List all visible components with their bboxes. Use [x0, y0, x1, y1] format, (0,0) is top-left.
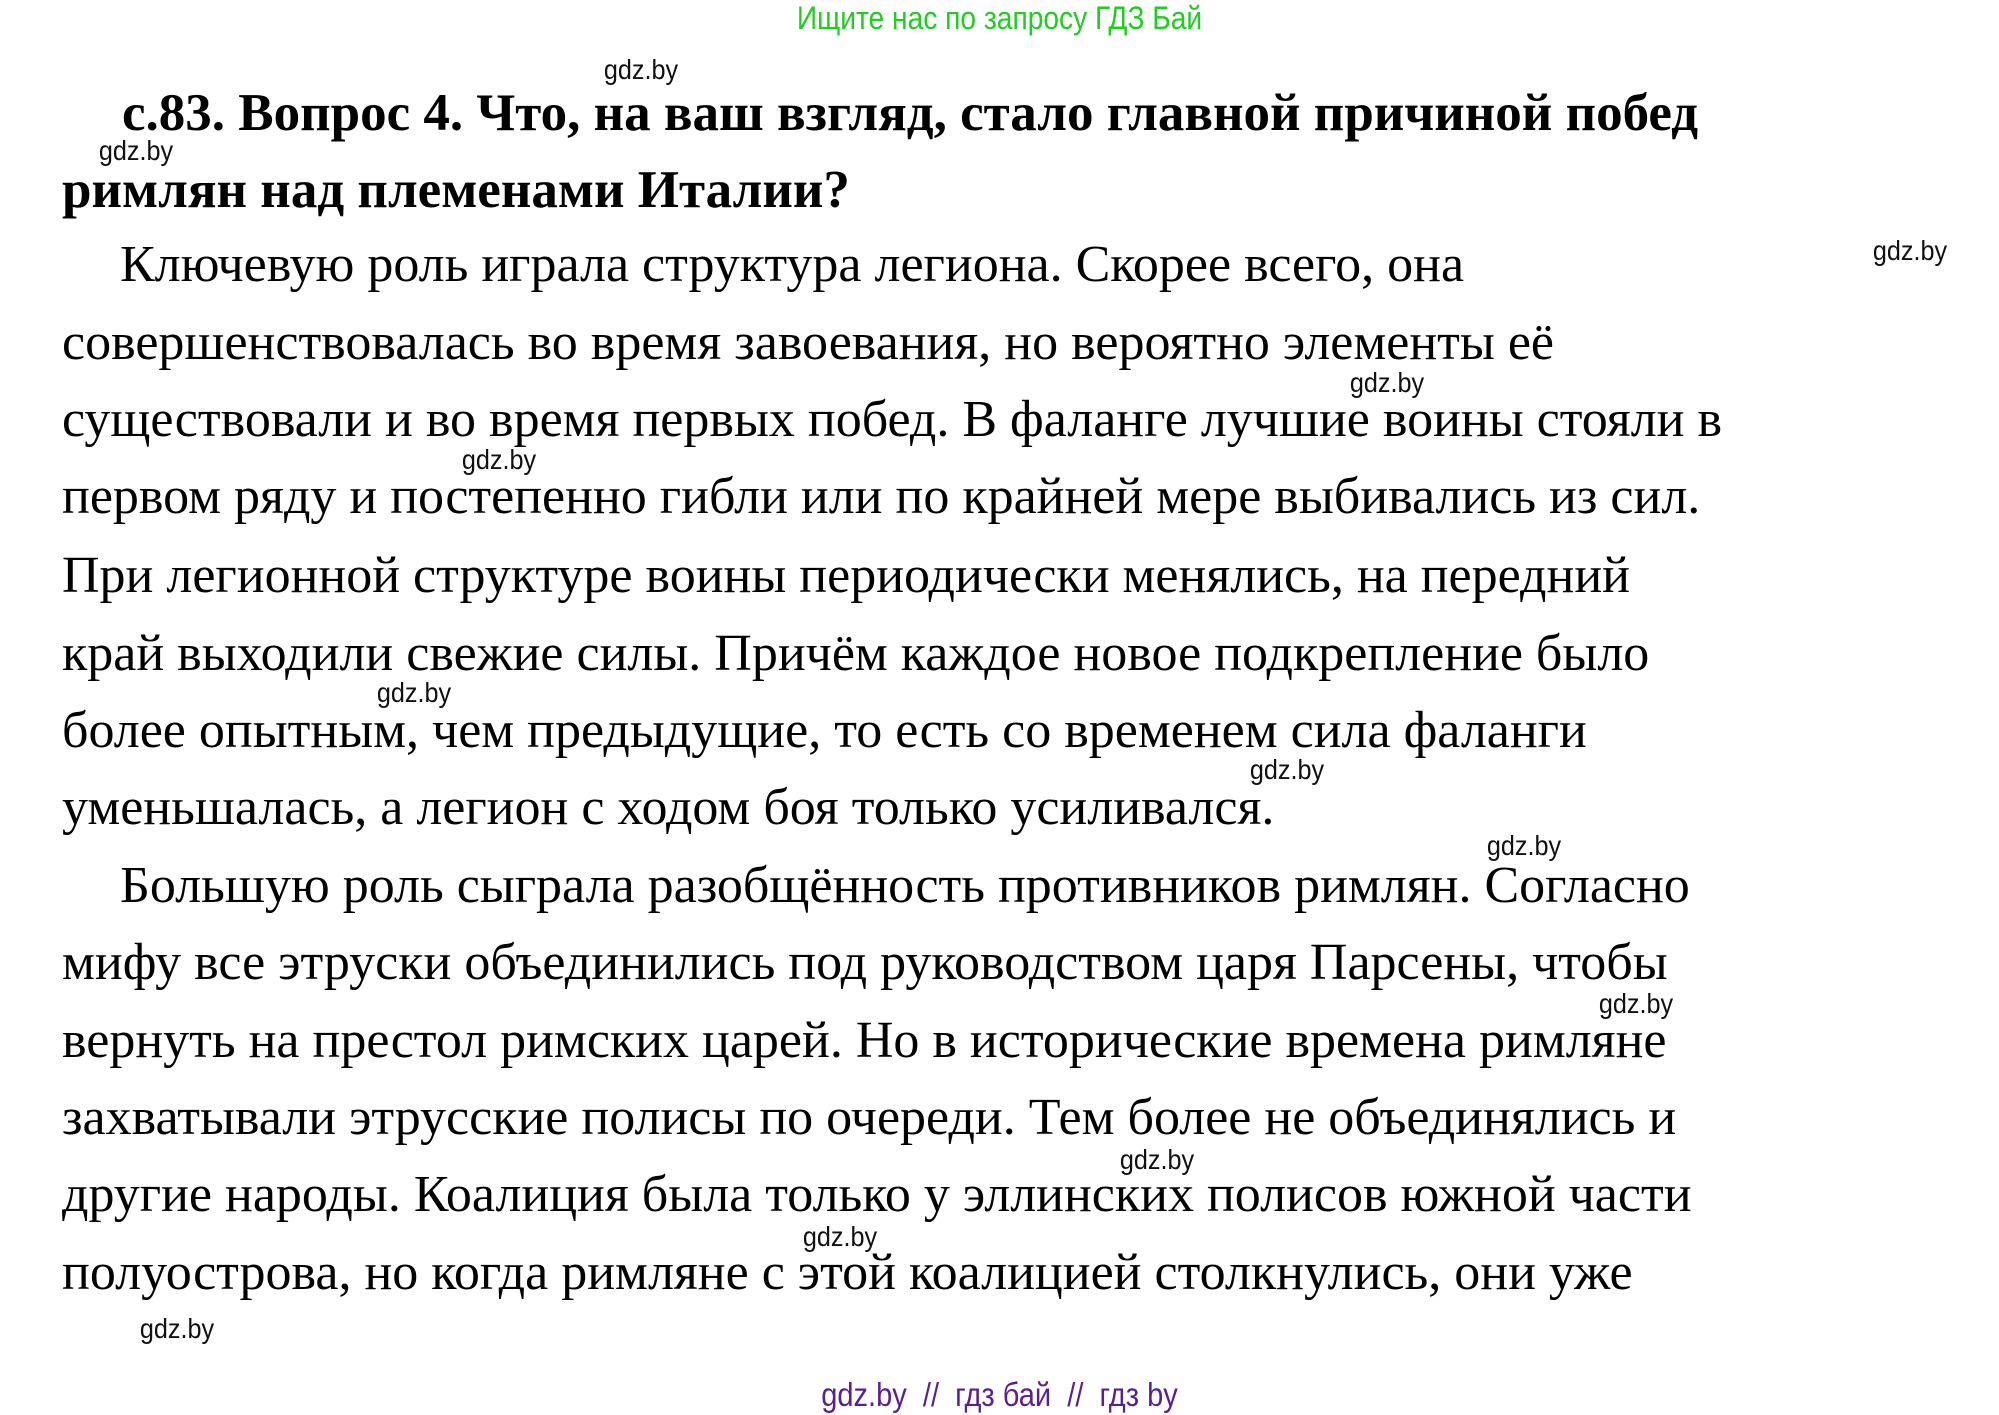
watermark: gdz.by: [802, 1221, 878, 1252]
footer-links: gdz.by // гдз бай // гдз by: [821, 1376, 1178, 1413]
watermark: gdz.by: [1872, 235, 1948, 266]
watermark: gdz.by: [603, 54, 679, 85]
body-line: уменьшалась, а легион с ходом боя только усиливался.: [62, 779, 1275, 836]
watermark: gdz.by: [139, 1313, 215, 1344]
body-line: существовали и во время первых побед. В фаланге лучшие воины стояли в: [62, 391, 1723, 448]
watermark: gdz.by: [376, 677, 452, 708]
watermark: gdz.by: [1249, 754, 1325, 785]
watermark: gdz.by: [1598, 988, 1674, 1019]
header-banner: Ищите нас по запросу ГДЗ Бай: [796, 0, 1203, 36]
body-line: захватывали этрусские полисы по очереди. Тем более не объединялись и: [62, 1089, 1677, 1146]
watermark: gdz.by: [461, 444, 537, 475]
body-line: вернуть на престол римских царей. Но в исторические времена римляне: [62, 1012, 1667, 1069]
body-line: При легионной структуре воины периодически менялись, на передний: [62, 547, 1630, 604]
question-title-line-1: с.83. Вопрос 4. Что, на ваш взгляд, стало главной причиной побед: [122, 84, 1699, 142]
body-line: первом ряду и постепенно гибли или по крайней мере выбивались из сил.: [62, 468, 1701, 525]
body-line: полуострова, но когда римляне с этой коалицией столкнулись, они уже: [62, 1244, 1633, 1301]
watermark: gdz.by: [1486, 830, 1562, 861]
body-line: более опытным, чем предыдущие, то есть со временем сила фаланги: [62, 702, 1587, 759]
watermark: gdz.by: [1349, 367, 1425, 398]
question-title-line-2: римлян над племенами Италии?: [62, 161, 850, 219]
body-line: совершенствовалась во время завоевания, но вероятно элементы её: [62, 314, 1554, 371]
body-line: Ключевую роль играла структура легиона. Скорее всего, она: [120, 236, 1465, 293]
watermark: gdz.by: [1119, 1144, 1195, 1175]
body-line: другие народы. Коалиция была только у эллинских полисов южной части: [62, 1166, 1692, 1223]
body-line: мифу все этруски объединились под руководством царя Парсены, чтобы: [62, 934, 1668, 991]
body-line: Большую роль сыграла разобщённость противников римлян. Согласно: [120, 857, 1690, 914]
watermark: gdz.by: [98, 135, 174, 166]
body-line: край выходили свежие силы. Причём каждое новое подкрепление было: [62, 625, 1650, 682]
